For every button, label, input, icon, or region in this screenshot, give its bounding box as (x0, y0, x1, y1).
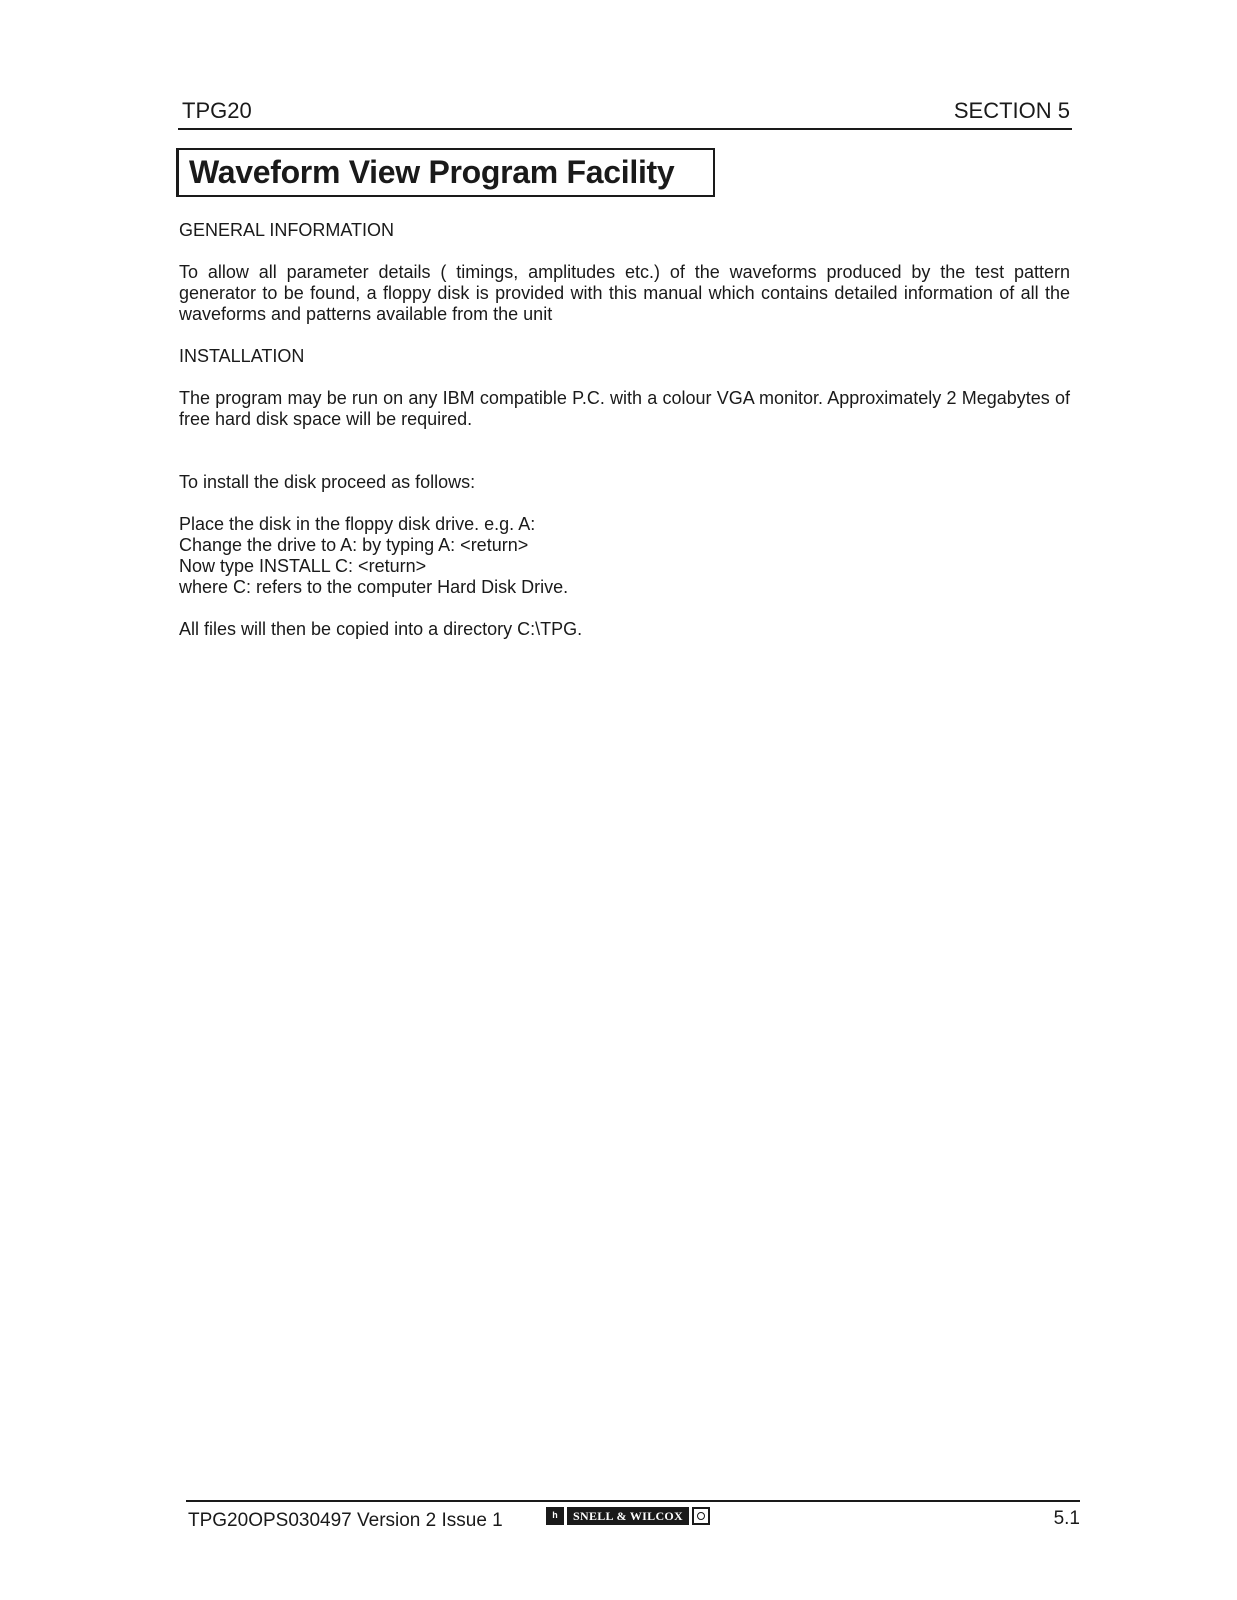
install-step: Change the drive to A: by typing A: <return> (179, 535, 529, 555)
registered-mark-icon (692, 1507, 710, 1525)
general-information-paragraph: To allow all parameter details ( timings, amplitudes etc.) of the waveforms produced by the test pattern generator to be found, a floppy disk is provided with this manual which contains detailed information of all the waveforms and patterns available from the unit (179, 262, 1070, 324)
sw-mark-icon: ʰ (546, 1507, 564, 1525)
install-closing: All files will then be copied into a directory C:\TPG. (179, 619, 583, 639)
page-header (178, 98, 1072, 130)
document-reference: TPG20OPS030497 Version 2 Issue 1 (188, 1510, 503, 1531)
install-step: Now type INSTALL C: <return> (179, 556, 427, 576)
installation-paragraph: The program may be run on any IBM compatible P.C. with a colour VGA monitor. Approximately 2 Megabytes of free hard disk space will be required. (179, 388, 1070, 429)
installation-heading: INSTALLATION (179, 346, 305, 366)
page-footer (186, 1500, 1080, 1536)
page-number: 5.1 (1053, 1508, 1080, 1529)
general-information-heading: GENERAL INFORMATION (179, 220, 395, 240)
header-section: SECTION 5 (953, 98, 1070, 123)
document-body (179, 220, 1070, 640)
install-step: Place the disk in the floppy disk drive. e.g. A: (179, 514, 536, 534)
install-intro: To install the disk proceed as follows: (179, 472, 476, 492)
install-step: where C: refers to the computer Hard Disk Drive. (179, 577, 569, 597)
page-title: Waveform View Program Facility (189, 154, 675, 190)
header-product: TPG20 (182, 98, 252, 123)
company-name: SNELL & WILCOX (567, 1507, 689, 1525)
company-logo (546, 1507, 710, 1525)
title-box (176, 148, 715, 197)
